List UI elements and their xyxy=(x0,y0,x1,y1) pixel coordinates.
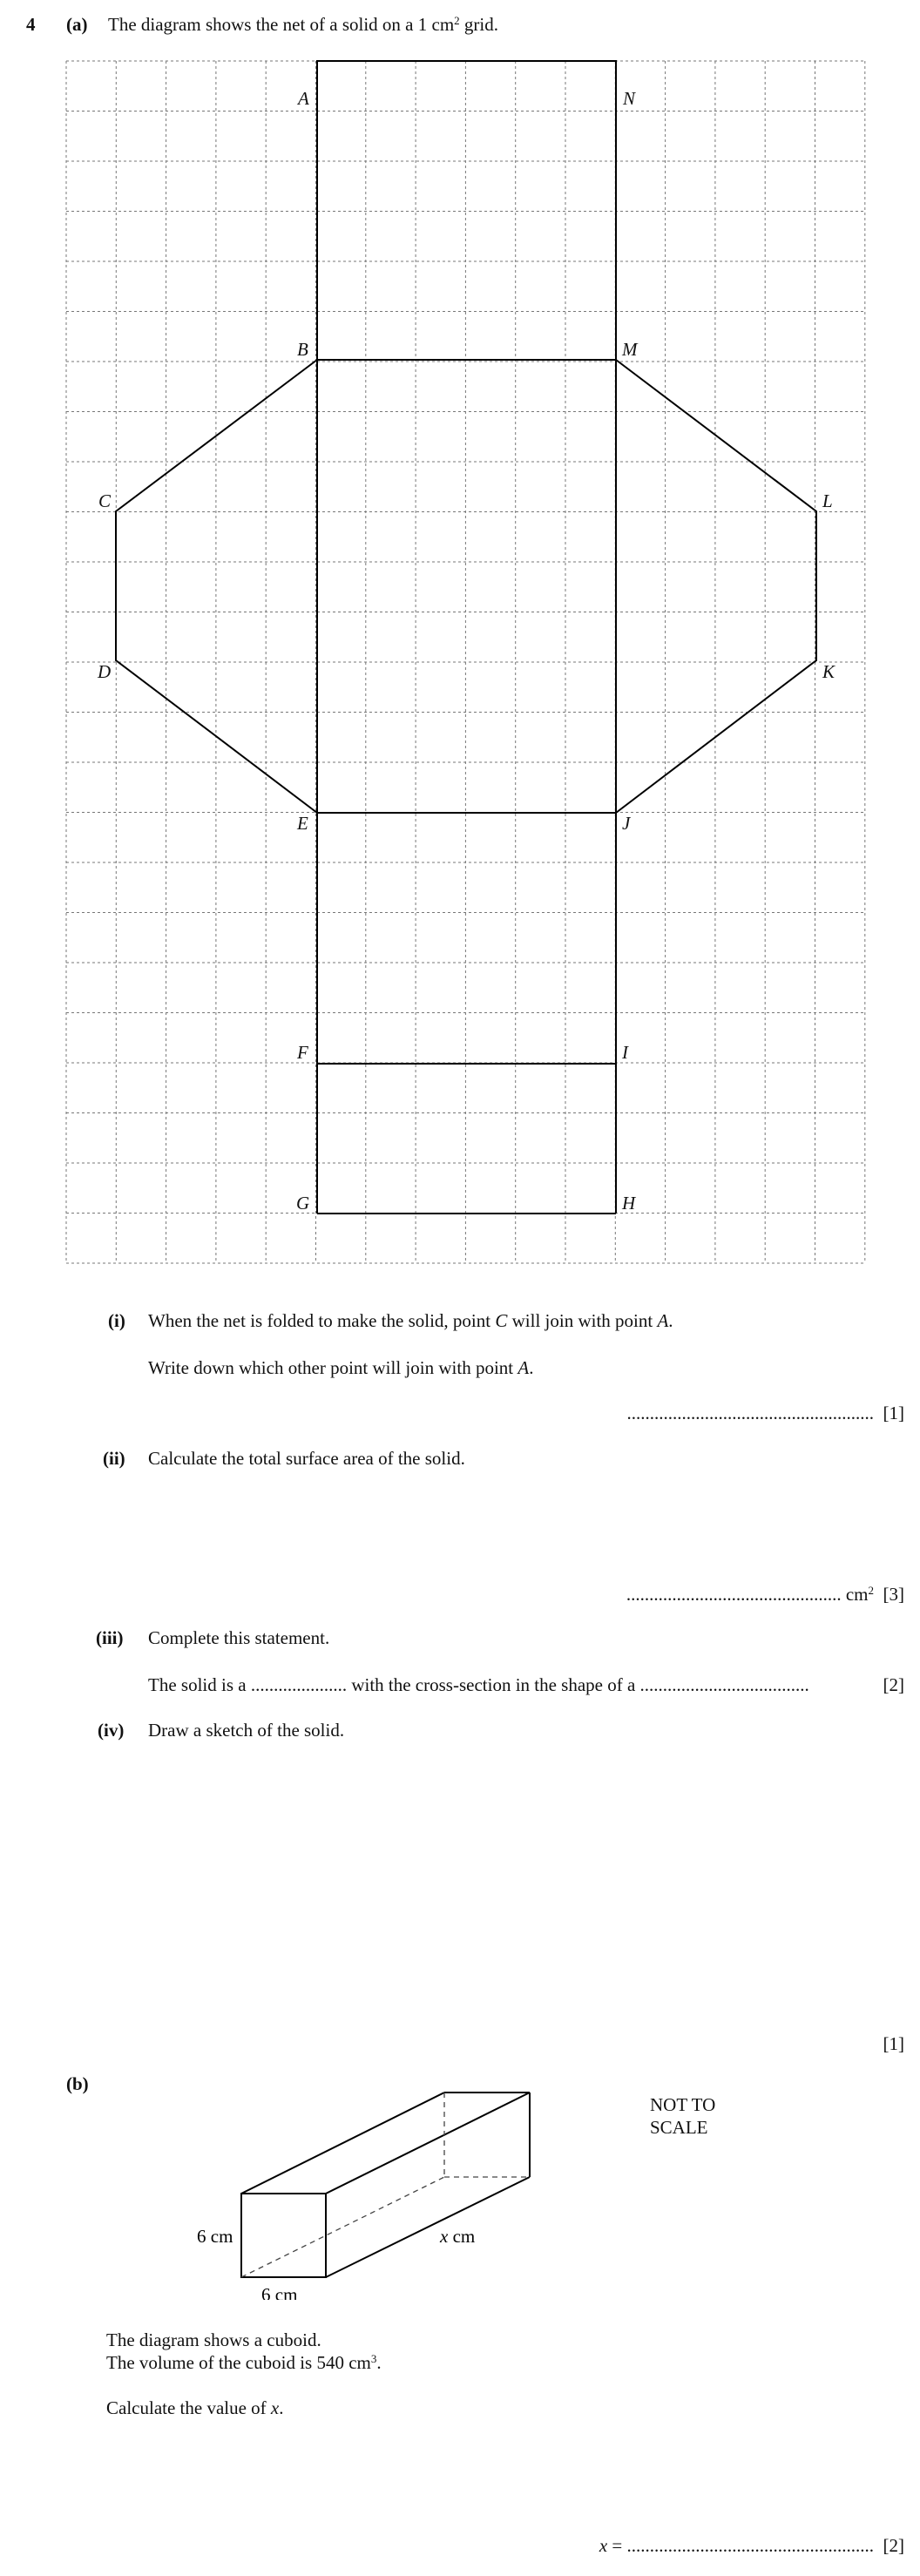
vertex-label-c: C xyxy=(98,490,112,511)
sub-iii-marks: [2] xyxy=(883,1674,904,1695)
dim-width-label: 6 cm xyxy=(261,2284,298,2300)
sub-i-instruction: Write down which other point will join with point A. xyxy=(148,1357,534,1378)
dim-height-label: 6 cm xyxy=(197,2226,233,2247)
part-b-line1: The diagram shows a cuboid. xyxy=(106,2329,321,2350)
vertex-label-k: K xyxy=(822,661,835,682)
part-b-answer-line[interactable]: x = ...................................................... [2] xyxy=(599,2535,904,2556)
sub-i-text: When the net is folded to make the solid, point C will join with point A. xyxy=(148,1310,673,1331)
top-face xyxy=(317,61,616,111)
sub-ii-marks: [3] xyxy=(883,1584,904,1605)
sub-ii-label: (ii) xyxy=(103,1448,125,1469)
cuboid-front-face xyxy=(241,2194,326,2277)
cuboid-diagram xyxy=(0,2073,920,2300)
part-b-line3: Calculate the value of x. xyxy=(106,2397,284,2418)
dim-length-label: x cm xyxy=(440,2226,476,2247)
sub-iii-label: (iii) xyxy=(96,1627,124,1648)
sub-i-marks: [1] xyxy=(883,1403,904,1423)
sub-iii-statement[interactable]: The solid is a ..................... with the cross-section in the shape of a ..................................... xyxy=(148,1674,809,1695)
net-outline xyxy=(116,61,816,1214)
vertex-label-l: L xyxy=(822,490,833,511)
central-face xyxy=(317,360,616,813)
vertex-label-i: I xyxy=(622,1042,628,1063)
sub-ii-answer-line[interactable]: ............................................... $cm^2$ [3] xyxy=(626,1583,904,1605)
sub-i-answer-line[interactable]: ...................................................... [1] xyxy=(626,1403,904,1423)
vertex-label-d: D xyxy=(98,661,112,682)
left-hexagon-face xyxy=(116,360,317,813)
part-a-label: (a) xyxy=(66,14,88,35)
vertex-label-g: G xyxy=(296,1193,310,1214)
right-hexagon-face xyxy=(616,360,816,813)
sub-ii-text: Calculate the total surface area of the solid. xyxy=(148,1448,465,1469)
vertex-label-h: H xyxy=(622,1193,636,1214)
vertex-label-m: M xyxy=(622,339,638,360)
not-to-scale-note: NOT TO SCALE xyxy=(650,2094,716,2138)
part-b-marks: [2] xyxy=(883,2535,904,2556)
vertex-label-a: A xyxy=(298,88,309,109)
vertex-label-b: B xyxy=(297,339,308,360)
vertex-label-f: F xyxy=(297,1042,308,1063)
vertex-label-n: N xyxy=(623,88,636,109)
grid xyxy=(66,61,865,1263)
part-b-label: (b) xyxy=(66,2073,89,2094)
hidden-edges xyxy=(241,2093,530,2277)
sub-iv-text: Draw a sketch of the solid. xyxy=(148,1720,345,1741)
sub-iv-label: (iv) xyxy=(98,1720,125,1741)
sub-iii-text: Complete this statement. xyxy=(148,1627,330,1648)
part-b-line2: The volume of the cuboid is 540 $cm^3$. xyxy=(106,2351,382,2373)
sub-i-label: (i) xyxy=(108,1310,125,1331)
part-a-intro: The diagram shows the net of a solid on a 1 $cm^2$ grid. xyxy=(108,13,498,35)
vertex-label-j: J xyxy=(622,813,631,834)
question-number: 4 xyxy=(26,14,36,35)
sub-iv-marks: [1] xyxy=(883,2033,904,2054)
vertex-label-e: E xyxy=(297,813,308,834)
net-diagram xyxy=(0,0,920,1272)
